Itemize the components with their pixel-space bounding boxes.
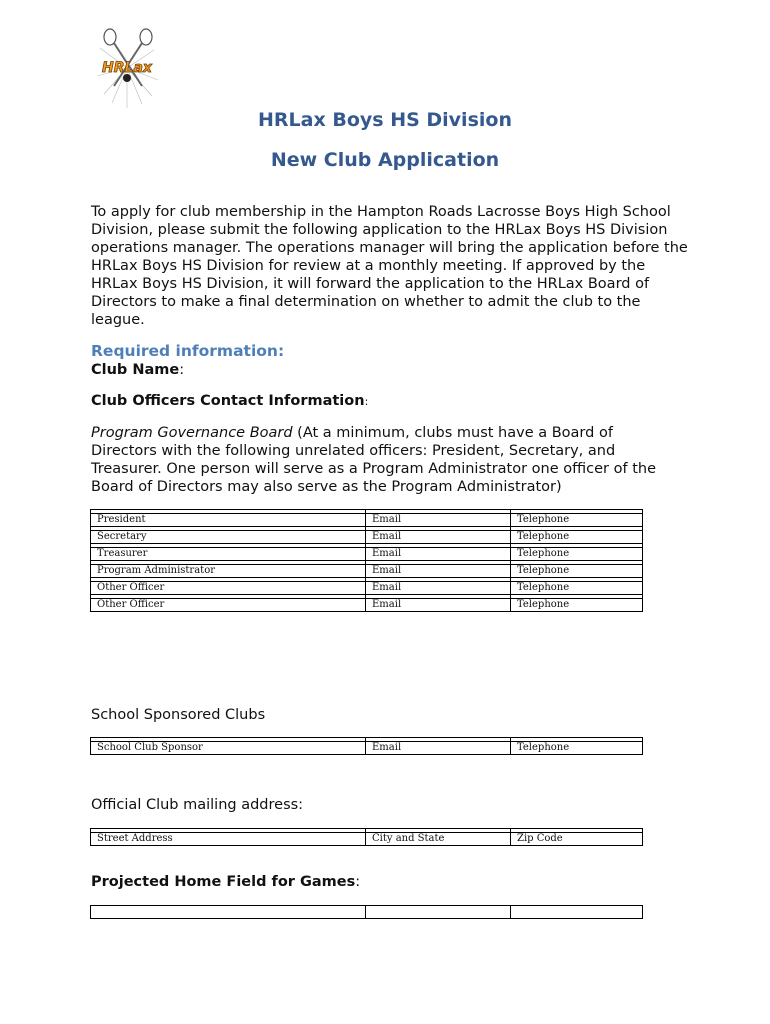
home-field-heading: Projected Home Field for Games: xyxy=(91,874,361,890)
email-label: Email xyxy=(366,582,511,595)
club-name-label: Club Name: xyxy=(91,362,185,378)
table-row xyxy=(91,514,643,527)
phone-label: Telephone xyxy=(511,548,643,561)
email-label: Email xyxy=(366,531,511,544)
role-label: Other Officer xyxy=(91,582,366,595)
school-clubs-heading: School Sponsored Clubs xyxy=(91,707,266,723)
governance-paragraph: Program Governance Board (At a minimum, clubs must have a Board of Directors with the following unrelated officers: President, Secretary, and Treasurer. One person will serve as a Program Administrator one officer of the Board of Directors may also serve as the Program Administrator) xyxy=(91,425,656,495)
required-info-heading: Required information: xyxy=(91,342,285,360)
role-label: President xyxy=(91,514,366,527)
home-field-name-field[interactable] xyxy=(91,906,366,919)
role-label: Secretary xyxy=(91,531,366,544)
table-row xyxy=(91,742,643,755)
city-state-label: City and State xyxy=(366,833,511,846)
mailing-address-heading: Official Club mailing address: xyxy=(91,797,304,813)
hrlax-logo xyxy=(92,28,162,110)
home-field-extra-field[interactable] xyxy=(511,906,643,919)
phone-label: Telephone xyxy=(511,582,643,595)
email-label: Email xyxy=(366,548,511,561)
phone-label: Telephone xyxy=(511,531,643,544)
role-label: Other Officer xyxy=(91,599,366,612)
role-label: Treasurer xyxy=(91,548,366,561)
table-row xyxy=(91,582,643,595)
officers-table xyxy=(90,509,643,612)
role-label: Program Administrator xyxy=(91,565,366,578)
table-row xyxy=(91,531,643,544)
phone-label: Telephone xyxy=(511,599,643,612)
svg-text:HRLax: HRLax xyxy=(102,60,152,76)
email-label: Email xyxy=(366,514,511,527)
table-row xyxy=(91,833,643,846)
intro-paragraph: To apply for club membership in the Hampton Roads Lacrosse Boys High School Division, please submit the following application to the HRLax Boys HS Division operations manager. The operations manager will bring the application before the HRLax Boys HS Division for review at a monthly meeting. If approved by the HRLax Boys HS Division, it will forward the application to the HRLax Board of Directors to make a final determination on whether to admit the club to the league. xyxy=(91,204,688,328)
phone-label: Telephone xyxy=(511,742,643,755)
role-label: School Club Sponsor xyxy=(91,742,366,755)
table-row xyxy=(91,599,643,612)
street-address-label: Street Address xyxy=(91,833,366,846)
email-label: Email xyxy=(366,599,511,612)
email-label: Email xyxy=(366,742,511,755)
phone-label: Telephone xyxy=(511,565,643,578)
school-clubs-table xyxy=(90,737,643,755)
home-field-table xyxy=(90,905,643,919)
officers-contact-label: Club Officers Contact Information: xyxy=(91,393,369,409)
email-label: Email xyxy=(366,565,511,578)
table-row xyxy=(91,548,643,561)
zip-code-label: Zip Code xyxy=(511,833,643,846)
home-field-location-field[interactable] xyxy=(366,906,511,919)
mailing-address-table xyxy=(90,828,643,846)
phone-label: Telephone xyxy=(511,514,643,527)
table-row xyxy=(91,565,643,578)
page-title: HRLax Boys HS Division xyxy=(258,109,512,131)
page-subtitle: New Club Application xyxy=(270,149,500,171)
